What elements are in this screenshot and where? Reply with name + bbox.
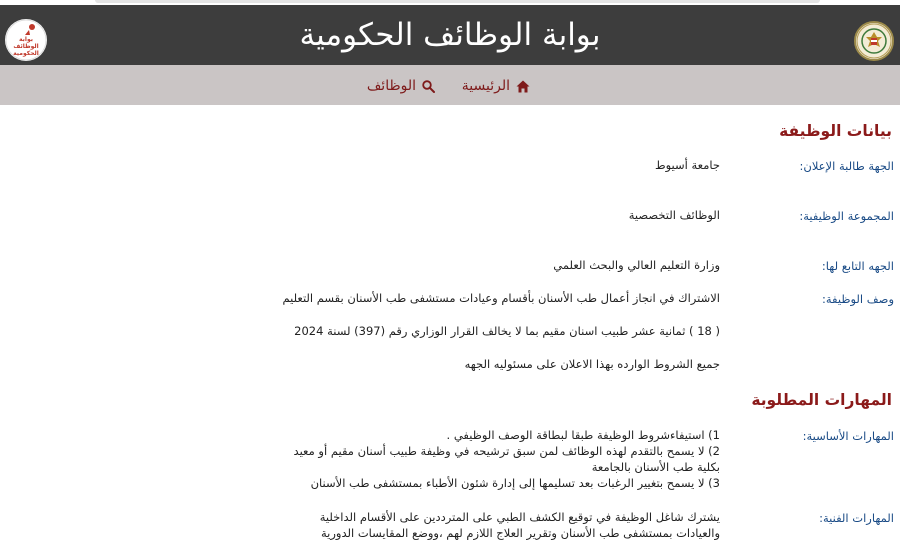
job-description-line: الاشتراك في انجاز أعمال طب الأسنان بأقسام وعيادات مستشفى طب الأسنان بقسم التعليم (282, 291, 720, 305)
job-description-label: وصف الوظيفة: (822, 292, 894, 306)
svg-text:الحكومية: الحكومية (13, 50, 39, 57)
svg-text:بوابة: بوابة (19, 36, 33, 43)
skills-title: المهارات المطلوبة (751, 391, 892, 409)
technical-skills-text: يشترك شاغل الوظيفة في توقيع الكشف الطبي على المترددين على الأقسام الداخلية والعيادات بمستشفى طب الأسنان وتقرير العلاج اللازم لهم ،ووضع المقايسات الدورية (319, 510, 720, 540)
site-logo[interactable] (5, 19, 47, 61)
advertiser-value: جامعة أسيوط (654, 158, 720, 172)
nav-home-label: الرئيسية (461, 78, 510, 94)
basic-skill-item: 2) لا يسمح بالتقدم لهذه الوظائف لمن سبق ترشيحه في وظيفة طبيب أسنان مقيم أو معيد بكلية طب الأسنان بالجامعة (293, 444, 720, 474)
basic-skill-item: 3) لا يسمح بتغيير الرغبات بعد تسليمها إلى إدارة شئون الأطباء بمستشفى طب الأسنان (310, 476, 720, 490)
job-description-line: جميع الشروط الوارده بهذا الاعلان على مسئوليه الجهه (464, 357, 720, 371)
job-group-value: الوظائف التخصصية (628, 208, 720, 222)
nav-bar (0, 65, 900, 105)
nav-jobs-link[interactable] (367, 76, 435, 96)
svg-text:الوظائف: الوظائف (13, 43, 39, 50)
site-title: بوابة الوظائف الحكومية (299, 17, 601, 53)
top-strip (95, 0, 820, 3)
job-group-label: المجموعة الوظيفية: (799, 209, 894, 223)
egypt-emblem-icon[interactable] (854, 21, 894, 61)
technical-skills-label: المهارات الفنية: (819, 511, 894, 525)
nav-jobs-label: الوظائف (366, 78, 416, 94)
job-data-title: بيانات الوظيفة (779, 122, 892, 140)
home-icon (516, 80, 530, 93)
nav-home-link[interactable] (462, 76, 530, 96)
basic-skill-item: 1) استيفاءشروط الوظيفة طبقا لبطاقة الوصف الوظيفي . (446, 428, 720, 442)
affiliation-value: وزارة التعليم العالي والبحث العلمي (553, 258, 720, 272)
header-bar (0, 5, 900, 65)
advertiser-label: الجهة طالبة الإعلان: (799, 159, 894, 173)
affiliation-label: الجهه التابع لها: (821, 259, 894, 273)
search-icon (422, 80, 435, 93)
job-description-line: ( 18 ) ثمانية عشر طبيب اسنان مقيم بما لا يخالف القرار الوزاري رقم (397) لسنة 2024 (294, 324, 720, 338)
basic-skills-label: المهارات الأساسية: (802, 429, 894, 443)
